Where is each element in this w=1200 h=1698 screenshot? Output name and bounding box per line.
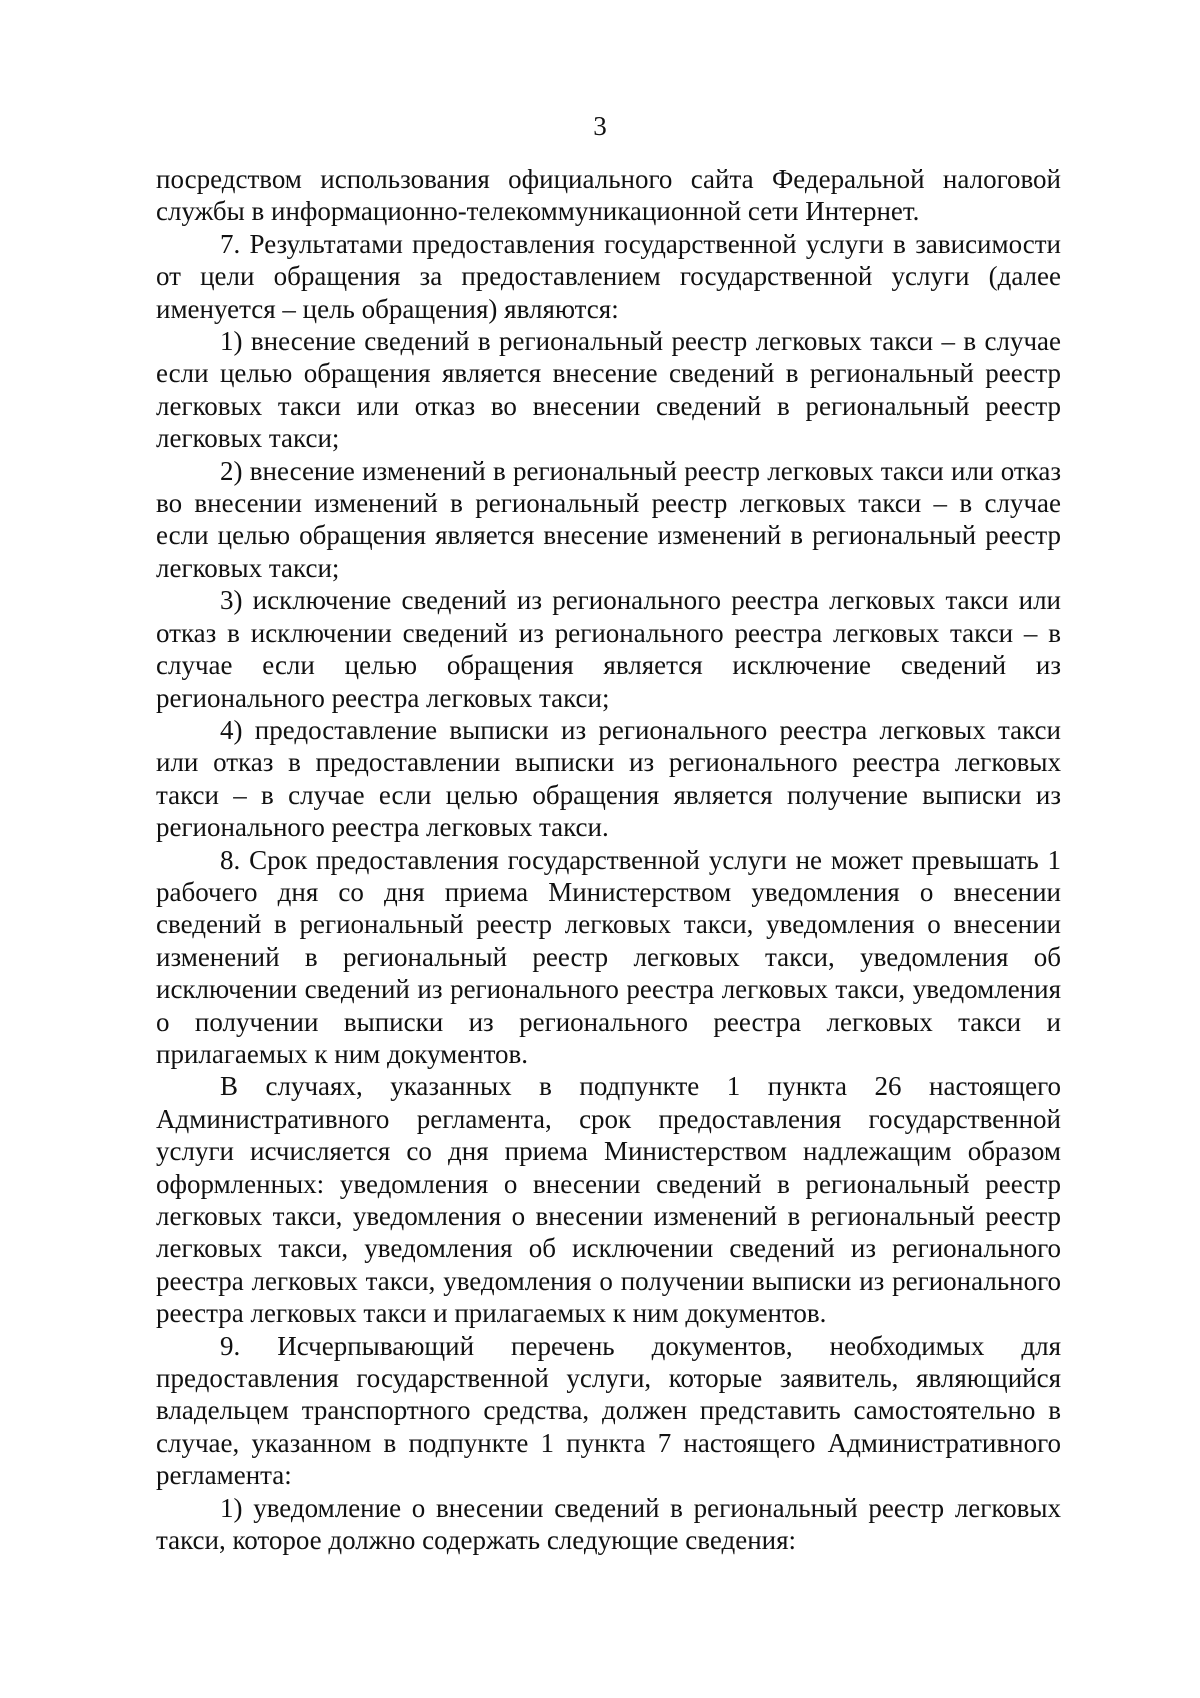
document-body xyxy=(156,163,1061,1556)
paragraph-item-9: 9. Исчерпывающий перечень документов, необходимых для предоставления государственной услуги, которые заявитель, являющийся владельцем транспортного средства, должен представить самостоятельно в случае, указанном в подпункте 1 пункта 7 настоящего Административного регламента: xyxy=(156,1330,1061,1491)
paragraph-item-8: 8. Срок предоставления государственной услуги не может превышать 1 рабочего дня со дня приема Министерством уведомления о внесении сведений в региональный реестр легковых такси, уведомления о внесении изменений в региональный реестр легковых такси, уведомления об исключении сведений из регионального реестра легковых такси, уведомления о получении выписки из регионального реестра легковых такси и прилагаемых к ним документов. xyxy=(156,844,1061,1069)
subitem-7-3: 3) исключение сведений из регионального реестра легковых такси или отказ в исключении сведений из регионального реестра легковых такси – в случае если целью обращения является исключение сведений из регионального реестра легковых такси; xyxy=(156,585,1061,713)
page-number: 3 xyxy=(593,111,607,141)
paragraph-continuation: посредством использования официального сайта Федеральной налоговой службы в информационно-телекоммуникационной сети Интернет. xyxy=(156,164,1061,227)
subitem-7-1: 1) внесение сведений в региональный реестр легковых такси – в случае если целью обращения является внесение сведений в региональный реестр легковых такси или отказ во внесении сведений в региональный реестр легковых такси; xyxy=(156,326,1061,454)
subitem-7-2: 2) внесение изменений в региональный реестр легковых такси или отказ во внесении изменений в региональный реестр легковых такси – в случае если целью обращения является внесение изменений в региональный реестр легковых такси; xyxy=(156,455,1061,583)
paragraph-item-7: 7. Результатами предоставления государственной услуги в зависимости от цели обращения за предоставлением государственной услуги (далее именуется – цель обращения) являются: xyxy=(156,228,1061,324)
paragraph-item-8-cases: В случаях, указанных в подпункте 1 пункта 26 настоящего Административного регламента, срок предоставления государственной услуги исчисляется со дня приема Министерством надлежащим образом оформленных: уведомления о внесении сведений в региональный реестр легковых такси, уведомления о внесении изменений в региональный реестр легковых такси, уведомления об исключении сведений из регионального реестра легковых такси, уведомления о получении выписки из регионального реестра легковых такси и прилагаемых к ним документов. xyxy=(156,1071,1061,1329)
subitem-7-4: 4) предоставление выписки из регионального реестра легковых такси или отказ в предоставлении выписки из регионального реестра легковых такси – в случае если целью обращения является получение выписки из регионального реестра легковых такси. xyxy=(156,714,1061,843)
subitem-9-1: 1) уведомление о внесении сведений в региональный реестр легковых такси, которое должно содержать следующие сведения: xyxy=(156,1492,1061,1556)
